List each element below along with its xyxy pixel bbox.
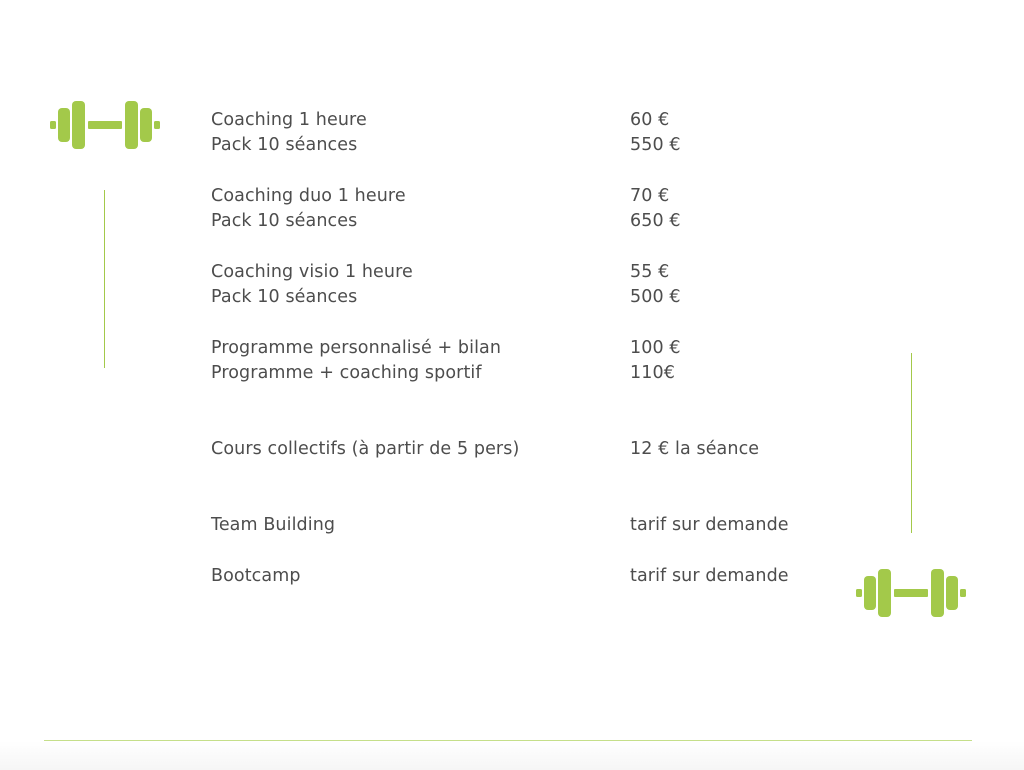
price-label: Programme personnalisé + bilan [211, 338, 502, 358]
price-value: 60 € [630, 110, 670, 130]
price-label: Pack 10 séances [211, 135, 358, 155]
price-label: Pack 10 séances [211, 211, 358, 231]
price-label: Bootcamp [211, 566, 301, 586]
price-label: Coaching duo 1 heure [211, 186, 406, 206]
price-value: 55 € [630, 262, 670, 282]
price-value: tarif sur demande [630, 566, 789, 586]
price-value: 550 € [630, 135, 681, 155]
dumbbell-icon [856, 568, 968, 618]
price-value: tarif sur demande [630, 515, 789, 535]
price-value: 100 € [630, 338, 681, 358]
footer-shade [0, 741, 1024, 770]
price-label: Coaching 1 heure [211, 110, 367, 130]
price-label: Coaching visio 1 heure [211, 262, 413, 282]
accent-divider-right [911, 353, 912, 533]
price-value: 500 € [630, 287, 681, 307]
dumbbell-icon [50, 100, 162, 150]
price-label: Cours collectifs (à partir de 5 pers) [211, 439, 520, 459]
price-label: Programme + coaching sportif [211, 363, 482, 383]
accent-divider-left [104, 190, 105, 368]
price-value: 110€ [630, 363, 675, 383]
price-label: Pack 10 séances [211, 287, 358, 307]
price-label: Team Building [211, 515, 336, 535]
price-value: 650 € [630, 211, 681, 231]
price-list [211, 108, 850, 589]
price-value: 70 € [630, 186, 670, 206]
price-value: 12 € la séance [630, 439, 760, 459]
